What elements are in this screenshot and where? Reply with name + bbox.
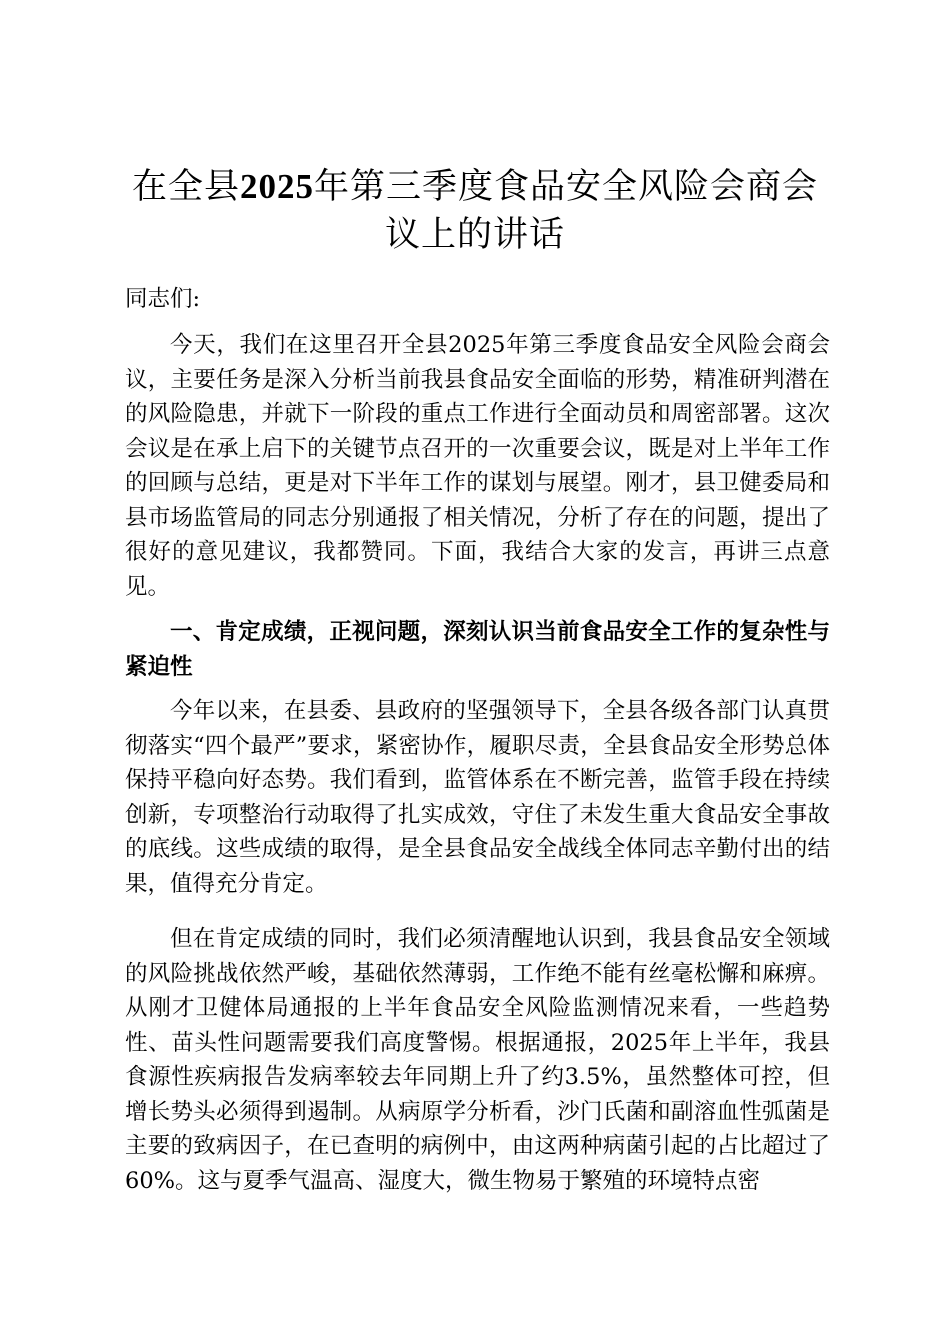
title-line2: 议上的讲话 bbox=[384, 215, 565, 255]
section-heading-1: 一、肯定成绩，正视问题，深刻认识当前食品安全工作的复杂性与紧迫性 bbox=[125, 619, 830, 680]
title-prefix: 在全县 bbox=[131, 167, 240, 207]
title-year: 2025 bbox=[240, 167, 314, 206]
title-line1-rest: 年第三季度食品安全风险会商会 bbox=[314, 167, 819, 207]
document-title bbox=[120, 163, 830, 259]
paragraph-achievements: 今年以来，在县委、县政府的坚强领导下，全县各级各部门认真贯彻落实“四个最严”要求，紧密协作，履职尽责，全县食品安全形势总体保持平稳向好态势。我们看到，监管体系在不断完善，监管手段在持续创新，专项整治行动取得了扎实成效，守住了未发生重大食品安全事故的底线。这些成绩的取得，是全县食品安全战线全体同志辛勤付出的结果，值得充分肯定。 bbox=[125, 698, 830, 897]
paragraph-intro: 今天，我们在这里召开全县2025年第三季度食品安全风险会商会议，主要任务是深入分析当前我县食品安全面临的形势，精准研判潜在的风险隐患，并就下一阶段的重点工作进行全面动员和周密部署。这次会议是在承上启下的关键节点召开的一次重要会议，既是对上半年工作的回顾与总结，更是对下半年工作的谋划与展望。刚才，县卫健委局和县市场监管局的同志分别通报了相关情况，分析了存在的问题，提出了很好的意见建议，我都赞同。下面，我结合大家的发言，再讲三点意见。 bbox=[125, 332, 830, 600]
paragraph-risks: 但在肯定成绩的同时，我们必须清醒地认识到，我县食品安全领域的风险挑战依然严峻，基础依然薄弱，工作绝不能有丝毫松懈和麻痹。从刚才卫健体局通报的上半年食品安全风险监测情况来看，一些趋势性、苗头性问题需要我们高度警惕。根据通报，2025年上半年，我县食源性疾病报告发病率较去年同期上升了约3.5%，虽然整体可控，但增长势头必须得到遏制。从病原学分析看，沙门氏菌和副溶血性弧菌是主要的致病因子，在已查明的病例中，由这两种病菌引起的占比超过了60%。这与夏季气温高、湿度大，微生物易于繁殖的环境特点密 bbox=[125, 926, 830, 1194]
salutation: 同志们: bbox=[125, 286, 201, 312]
